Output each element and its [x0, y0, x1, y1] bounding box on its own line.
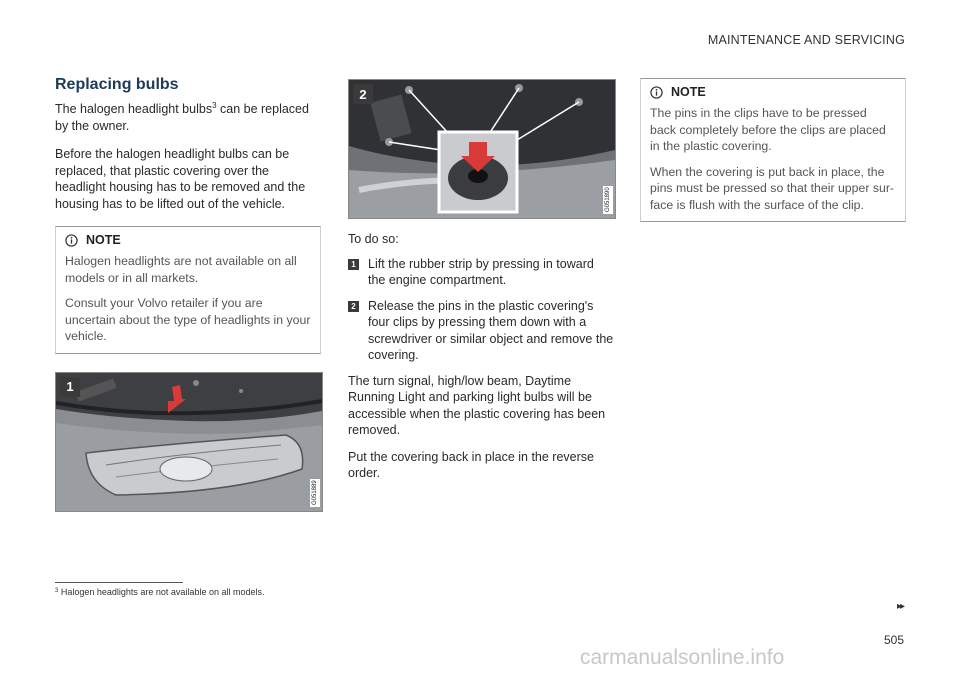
instructions-lead: To do so:: [348, 232, 399, 246]
step-badge: 1: [60, 377, 80, 397]
info-icon: [650, 86, 663, 99]
note-title: NOTE: [671, 85, 706, 99]
step-number: 1: [348, 259, 359, 270]
clips-illustration: [349, 80, 615, 218]
note-text: When the covering is put back in place, the pins must be pressed so that their upper sur-face is flush with the surface of the clip.: [650, 164, 895, 212]
footnote-divider: [55, 582, 183, 583]
note-text: Halogen headlights are not available on all models or in all markets.: [65, 254, 297, 285]
note-box: [55, 226, 321, 354]
step-item: [348, 256, 614, 289]
step-badge: 2: [353, 84, 373, 104]
column-right: [640, 64, 906, 238]
double-chevron-right-icon[interactable]: ▸▸: [896, 601, 903, 612]
body-text: The turn signal, high/low beam, Daytime Running Light and parking light bulbs will be accessible when the plastic covering has been removed.: [348, 373, 606, 437]
section-header: MAINTENANCE AND SERVICING: [707, 33, 905, 47]
note-text: The pins in the clips have to be pressed back completely before the clips are placed in the plastic covering.: [650, 106, 886, 153]
step-text: Lift the rubber strip by pressing in toward the engine compartment.: [368, 256, 594, 287]
body-text: Put the covering back in place in the reverse order.: [348, 449, 594, 480]
figure-code: G051889: [312, 480, 318, 505]
body-text: Before the halogen headlight bulbs can be replaced, that plastic covering over the headlight housing has to be removed and the housing has to be lifted out of the vehicle.: [55, 147, 306, 211]
note-title: NOTE: [86, 233, 121, 247]
column-left: [55, 76, 321, 512]
watermark: carmanualsonline.info: [580, 646, 785, 669]
figure-rubber-strip: [55, 372, 323, 512]
intro-text: The halogen headlight bulbs$^3$ can be replaced by the owner.: [55, 101, 309, 133]
page-number: 505: [883, 633, 904, 647]
figure-plastic-clips: [348, 79, 616, 219]
step-item: [348, 298, 614, 364]
step-text: Release the pins in the plastic covering's four clips by pressing them down with a screwdriver or similar object and remove the covering.: [368, 298, 614, 362]
step-number: 2: [348, 301, 359, 312]
footnote-ref[interactable]: 3: [212, 101, 217, 110]
footnote: $^3$ Halogen headlights are not available on all models.: [55, 587, 265, 597]
note-text: Consult your Volvo retailer if you are uncertain about the type of headlights in your vehicle.: [65, 296, 311, 343]
info-icon: [65, 234, 78, 247]
column-middle: [348, 79, 614, 492]
figure-code: G051890: [605, 187, 611, 213]
note-box: [640, 78, 906, 222]
headlight-illustration: [56, 373, 322, 511]
page-title: Replacing bulbs: [55, 76, 179, 93]
